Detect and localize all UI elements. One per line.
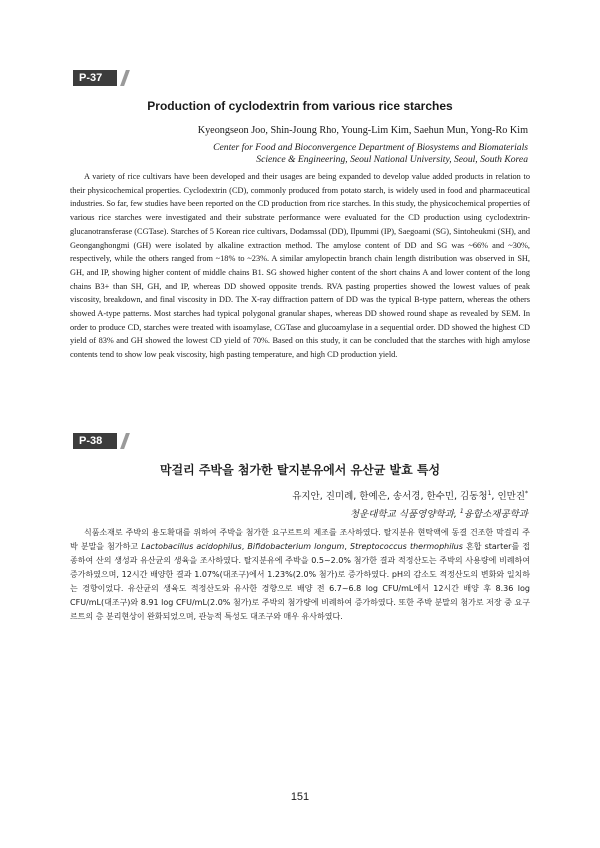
affiliation-p37-line1: Center for Food and Bioconvergence Department of Biosystems and Biomaterials xyxy=(213,142,528,153)
author-names: 유지안, 진미례, 한예은, 송서경, 한수민, 김동청 xyxy=(292,491,488,502)
affiliation-superscript: 1 xyxy=(459,507,464,515)
separator: , xyxy=(241,542,248,551)
separator: , xyxy=(344,542,350,551)
organism-name: Streptococcus thermophilus xyxy=(349,542,463,551)
author-superscript: 1 xyxy=(487,489,492,497)
authors-p37: Kyeongseon Joo, Shin-Joung Rho, Young-Lim Kim, Saehun Mun, Yong-Ro Kim xyxy=(197,125,528,136)
tag-label: P-38 xyxy=(79,435,103,447)
tag-label: P-37 xyxy=(79,72,103,84)
abstract-text-part2: 혼합 starter를 접종하여 산의 생성과 유산균의 생육을 조사하였다. 탈지분유에 주박을 0.5~2.0% 첨가한 결과 적정산도는 주박의 사용량에 비례하여 증가하였으며, 12시간 배양한 결과 1.07%(대조구)에서 1.23%(2.0% 첨가)로 증가하였다. pH의 감소도 적정산도의 변화와 일치하는 경향이었다. 유산균의 생육도 적정산도와 유사한 경향으로 배양 전 6.7~6.8 log CFU/mL에서 12시간 배양 후 8.36 log CFU/mL(대조구)와 8.91 log CFU/mL(2.0% 첨가)로 주박의 첨가량에 비례하여 증가하였다. 또한 주박 분말의 첨가로 저장 중 요구르트의 층 분리현상이 완화되었으며, 관능적 특성도 대조구와 매우 유사하였다. xyxy=(70,542,531,621)
paper-title-p38: 막걸리 주박을 첨가한 탈지분유에서 유산균 발효 특성 xyxy=(159,463,441,477)
organism-name: Lactobacillus acidophilus xyxy=(141,542,242,551)
page-number: 151 xyxy=(290,791,310,803)
affiliation-p38 xyxy=(350,506,528,520)
affiliation-dept2: 융합소재공학과 xyxy=(463,509,528,520)
abstract-p37: A variety of rice cultivars have been developed and their usages are being expanded to develop value added products in relation to their physicochemical properties. Cyclodextrin (CD), commonly produced from potato starch, is widely used in food and pharmaceutical industries. So far, few studies have been reported on the CD production from rice starches. In this study, the physicochemical properties of various rice starches were investigated and their substrate performance were evaluated for the CD production using cyclodextrin-glucanotransferase (CGTase). Starches of 5 Korean rice cultivars, Dodamssal (DD), Ilpummi (IP), Saegoami (SG), Sintoheukmi (SH), and Geonganghongmi (GH) were isolated by alkaline extraction method. The amylose content of DD and SG was ~66% and ~30%, respectively, while the others ranged from ~18% to ~23%. A similar amylopectin branch chain length distribution was observed in SH, GH, and IP, showing higher content of middle chains B1. SG showed higher content of the short chains A and lower content of the long chains B3+ than SH, GH, and IP, whereas DD showed opposite trends. RVA pasting properties showed the lowest values of peak viscosity, breakdown, and final viscosity in DD. The X-ray diffraction pattern of DD was the typical B-type pattern, whereas the others showed A-type patterns. Most starches had typical polygonal granular shapes, whereas DD showed round shape as revealed by SEM. In order to produce CD, starches were treated with isoamylase, CGTase and glucoamylase in a sequential order. DD showed the highest CD yield of 83% and GH showed the lowest CD yield of 70%. Based on this study, it can be concluded that the starches with high amylose contents tend to show low peak viscosity, high pasting temperature, and high CD production yield. xyxy=(70,172,530,360)
organism-name: Bifidobacterium longum xyxy=(247,542,345,551)
authors-p38 xyxy=(292,488,528,502)
affiliation-dept: 청운대학교 식품영양학과, xyxy=(349,509,460,520)
corresponding-mark: * xyxy=(525,489,528,497)
abstract-tag-p38 xyxy=(73,433,117,449)
tag-stripe xyxy=(120,433,130,449)
affiliation-p37-line2: Science & Engineering, Seoul National University, Seoul, South Korea xyxy=(256,154,528,165)
paper-title-p37: Production of cyclodextrin from various rice starches xyxy=(147,99,453,113)
tag-stripe xyxy=(120,70,130,86)
abstract-p38 xyxy=(70,526,530,624)
abstract-tag-p37 xyxy=(73,70,117,86)
author-names-tail: , 인만진 xyxy=(491,491,525,502)
abstract-text-part1: 식품소재로 주박의 용도확대를 위하여 주박을 첨가한 요구르트의 제조를 조사하였다. 탈지분유 현탁액에 동결 건조한 막걸리 주박 분말을 첨가하고 xyxy=(70,528,530,551)
